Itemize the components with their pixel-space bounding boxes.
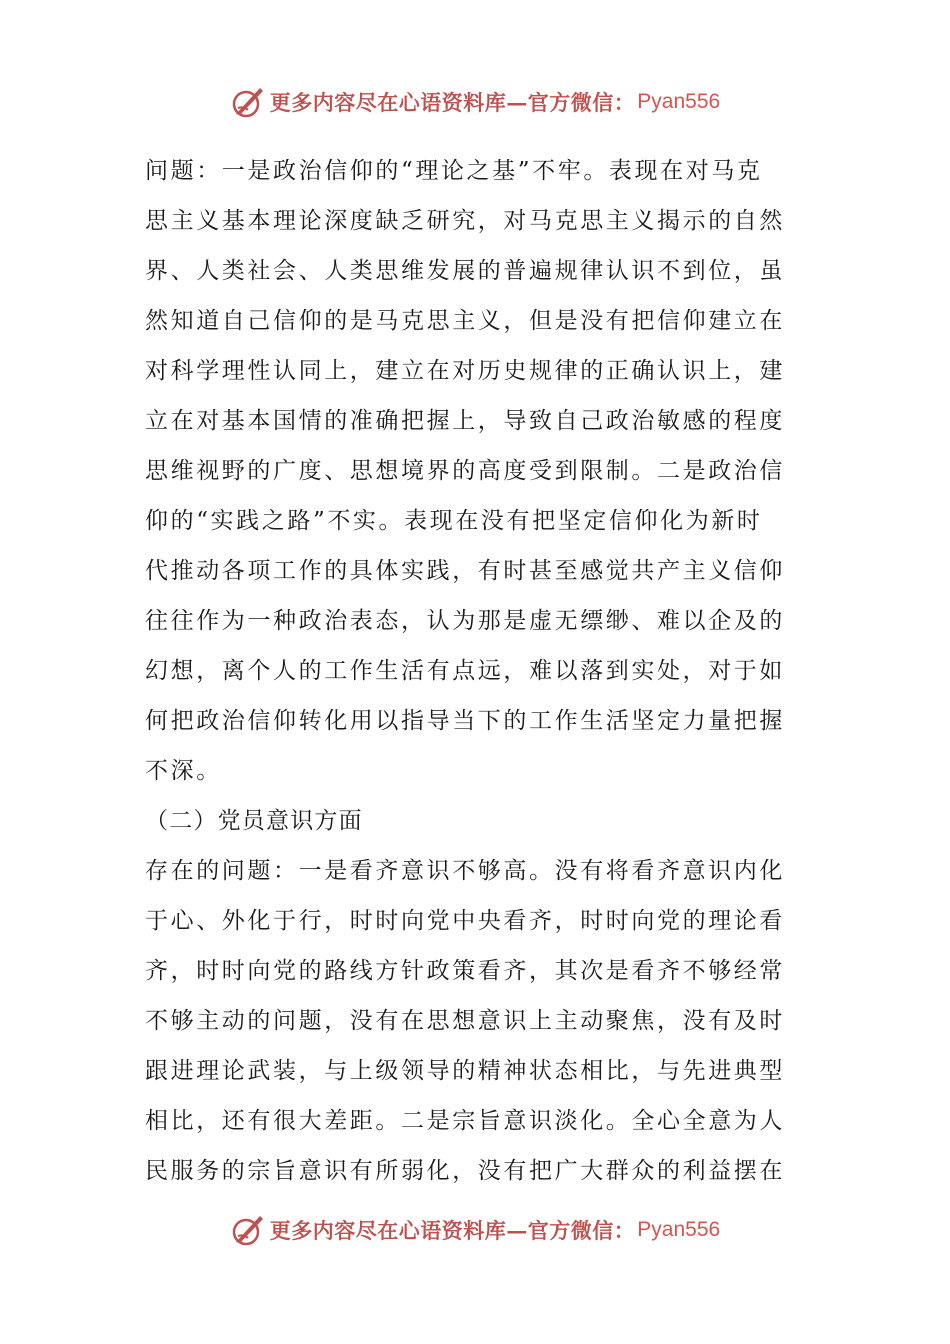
text-line: 问题：一是政治信仰的“理论之基”不牢。表现在对马克 <box>145 158 763 184</box>
header-wechat-id: Pyan556 <box>637 90 721 113</box>
text-line: 何把政治信仰转化用以指导当下的工作生活坚定力量把握 <box>145 708 785 734</box>
text-line: 不深。 <box>145 758 222 784</box>
header-brand-text: 更多内容尽在心语资料库—官方微信： <box>269 90 636 115</box>
quill-logo-icon <box>230 84 266 120</box>
footer-wechat-id: Pyan556 <box>637 1218 721 1241</box>
text-line: 思维视野的广度、思想境界的高度受到限制。二是政治信 <box>145 458 785 484</box>
text-line: 民服务的宗旨意识有所弱化，没有把广大群众的利益摆在 <box>145 1158 785 1184</box>
text-line: 代推动各项工作的具体实践，有时甚至感觉共产主义信仰 <box>145 558 785 584</box>
text-line: 界、人类社会、人类思维发展的普遍规律认识不到位，虽 <box>145 258 785 284</box>
text-line: 跟进理论武装，与上级领导的精神状态相比，与先进典型 <box>145 1058 785 1084</box>
text-line: 齐，时时向党的路线方针政策看齐，其次是看齐不够经常 <box>145 958 785 984</box>
footer-watermark-banner <box>0 1208 950 1252</box>
header-watermark-banner <box>0 80 950 124</box>
text-line: 相比，还有很大差距。二是宗旨意识淡化。全心全意为人 <box>145 1108 785 1134</box>
text-line: 不够主动的问题，没有在思想意识上主动聚焦，没有及时 <box>145 1008 785 1034</box>
document-body <box>145 146 810 1196</box>
section-heading: （二）党员意识方面 <box>145 808 363 834</box>
footer-brand-text: 更多内容尽在心语资料库—官方微信： <box>269 1218 636 1243</box>
quill-logo-icon <box>230 1212 266 1248</box>
text-line: 立在对基本国情的准确把握上，导致自己政治敏感的程度 <box>145 408 785 434</box>
text-line: 然知道自己信仰的是马克思主义，但是没有把信仰建立在 <box>145 308 785 334</box>
text-line: 对科学理性认同上，建立在对历史规律的正确认识上，建 <box>145 358 785 384</box>
text-line: 往往作为一种政治表态，认为那是虚无缥缈、难以企及的 <box>145 608 785 634</box>
text-line: 存在的问题：一是看齐意识不够高。没有将看齐意识内化 <box>145 858 785 884</box>
text-line: 思主义基本理论深度缺乏研究，对马克思主义揭示的自然 <box>145 208 785 234</box>
text-line: 仰的“实践之路”不实。表现在没有把坚定信仰化为新时 <box>145 508 763 534</box>
text-line: 于心、外化于行，时时向党中央看齐，时时向党的理论看 <box>145 908 785 934</box>
text-line: 幻想，离个人的工作生活有点远，难以落到实处，对于如 <box>145 658 785 684</box>
